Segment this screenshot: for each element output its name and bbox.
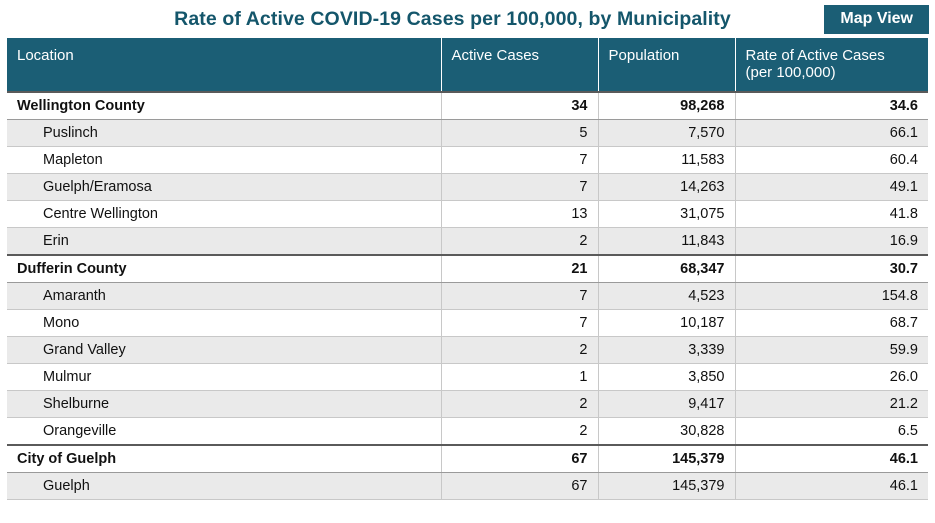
cell-location	[7, 418, 441, 446]
cell-rate: 60.4	[735, 147, 928, 174]
cell-location	[7, 473, 441, 500]
cell-active-cases: 67	[441, 473, 598, 500]
location-label: Guelph	[43, 478, 90, 494]
cell-rate: 46.1	[735, 473, 928, 500]
cell-population: 3,339	[598, 337, 735, 364]
cell-location	[7, 92, 441, 120]
cell-active-cases: 7	[441, 283, 598, 310]
cell-location	[7, 364, 441, 391]
cell-population: 3,850	[598, 364, 735, 391]
cell-rate: 34.6	[735, 92, 928, 120]
cell-population: 10,187	[598, 310, 735, 337]
location-label: Shelburne	[43, 396, 110, 412]
table-row	[7, 310, 928, 337]
location-label: Wellington County	[17, 98, 145, 114]
cell-population: 11,843	[598, 228, 735, 256]
cell-active-cases: 1	[441, 364, 598, 391]
cell-location	[7, 228, 441, 256]
cell-rate: 21.2	[735, 391, 928, 418]
cell-rate: 26.0	[735, 364, 928, 391]
column-header-location[interactable]	[7, 38, 441, 92]
cell-location	[7, 391, 441, 418]
table-row	[7, 473, 928, 500]
column-header-location-label: Location	[17, 47, 74, 64]
column-header-rate[interactable]	[735, 38, 928, 92]
cell-population: 98,268	[598, 92, 735, 120]
cell-population: 14,263	[598, 174, 735, 201]
column-header-rate-sublabel: (per 100,000)	[745, 64, 836, 81]
cell-active-cases: 2	[441, 418, 598, 446]
cell-population: 7,570	[598, 120, 735, 147]
cell-active-cases: 2	[441, 337, 598, 364]
cell-rate: 41.8	[735, 201, 928, 228]
cell-active-cases: 34	[441, 92, 598, 120]
cell-population: 31,075	[598, 201, 735, 228]
cell-rate: 66.1	[735, 120, 928, 147]
cell-location	[7, 201, 441, 228]
table-row	[7, 391, 928, 418]
cell-active-cases: 7	[441, 310, 598, 337]
cell-population: 4,523	[598, 283, 735, 310]
location-label: Guelph/Eramosa	[43, 179, 152, 195]
page-title: Rate of Active COVID-19 Cases per 100,000, by Municipality	[174, 7, 731, 30]
cell-active-cases: 7	[441, 174, 598, 201]
cell-rate: 154.8	[735, 283, 928, 310]
table-body	[7, 92, 928, 500]
cell-location	[7, 337, 441, 364]
table-row	[7, 201, 928, 228]
cell-population: 68,347	[598, 255, 735, 283]
cell-active-cases: 2	[441, 391, 598, 418]
cell-active-cases: 5	[441, 120, 598, 147]
cell-active-cases: 67	[441, 445, 598, 473]
table-row	[7, 228, 928, 256]
table-row	[7, 120, 928, 147]
table-row	[7, 255, 928, 283]
location-label: Puslinch	[43, 125, 98, 141]
cell-location	[7, 255, 441, 283]
cell-rate: 46.1	[735, 445, 928, 473]
cell-location	[7, 445, 441, 473]
cell-location	[7, 174, 441, 201]
cell-location	[7, 147, 441, 174]
cell-rate: 16.9	[735, 228, 928, 256]
municipality-rate-table	[7, 38, 928, 500]
location-label: City of Guelph	[17, 451, 117, 467]
table-row	[7, 92, 928, 120]
location-label: Erin	[43, 233, 69, 249]
table-header-row	[7, 38, 928, 92]
cell-active-cases: 21	[441, 255, 598, 283]
location-label: Mulmur	[43, 369, 92, 385]
table-row	[7, 283, 928, 310]
cell-population: 11,583	[598, 147, 735, 174]
cell-location	[7, 310, 441, 337]
table-row	[7, 147, 928, 174]
column-header-active-cases[interactable]	[441, 38, 598, 92]
cell-rate: 49.1	[735, 174, 928, 201]
cell-rate: 6.5	[735, 418, 928, 446]
cell-location	[7, 120, 441, 147]
cell-population: 145,379	[598, 445, 735, 473]
cell-active-cases: 7	[441, 147, 598, 174]
table-row	[7, 337, 928, 364]
cell-rate: 59.9	[735, 337, 928, 364]
column-header-active-cases-label: Active Cases	[451, 47, 540, 64]
cell-population: 145,379	[598, 473, 735, 500]
location-label: Centre Wellington	[43, 206, 158, 222]
table-header	[7, 38, 928, 92]
location-label: Orangeville	[43, 423, 117, 439]
column-header-population[interactable]	[598, 38, 735, 92]
table-row	[7, 174, 928, 201]
column-header-rate-label: Rate of Active Cases	[745, 47, 885, 64]
table-row	[7, 364, 928, 391]
location-label: Dufferin County	[17, 261, 127, 277]
location-label: Mono	[43, 315, 80, 331]
cell-active-cases: 2	[441, 228, 598, 256]
cell-population: 30,828	[598, 418, 735, 446]
cell-active-cases: 13	[441, 201, 598, 228]
column-header-population-label: Population	[608, 47, 680, 64]
location-label: Grand Valley	[43, 342, 126, 358]
table-row	[7, 445, 928, 473]
cell-rate: 30.7	[735, 255, 928, 283]
cell-location	[7, 283, 441, 310]
title-bar	[0, 0, 935, 38]
map-view-button[interactable]: Map View	[824, 5, 929, 34]
location-label: Mapleton	[43, 152, 103, 168]
cell-rate: 68.7	[735, 310, 928, 337]
location-label: Amaranth	[43, 288, 106, 304]
cell-population: 9,417	[598, 391, 735, 418]
table-row	[7, 418, 928, 446]
